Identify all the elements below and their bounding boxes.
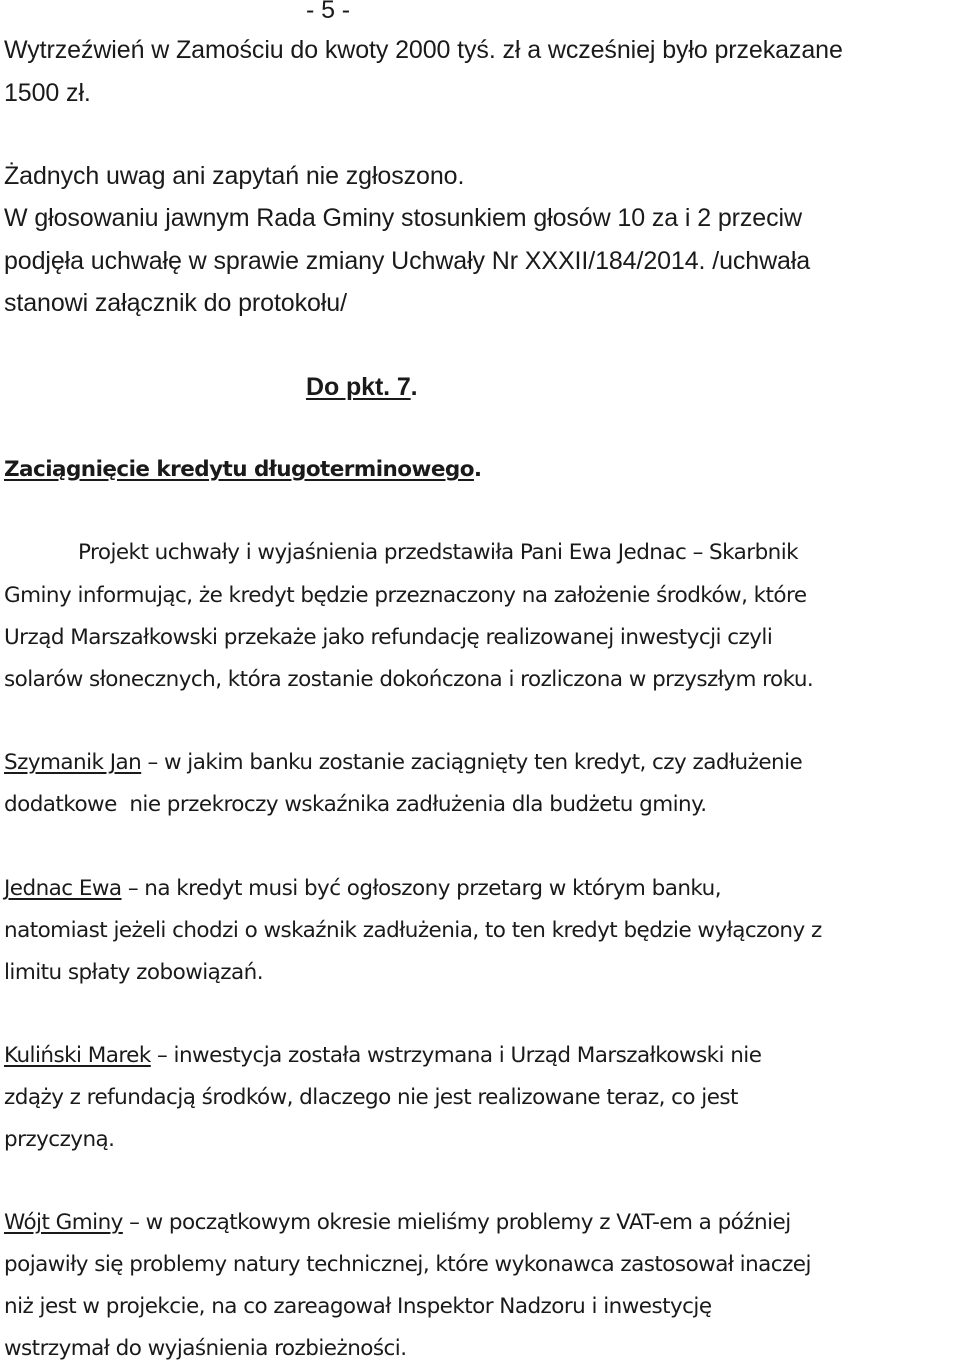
statement-line: limitu spłaty zobowiązań. [4,960,264,985]
statement-text: – w początkowym okresie mieliśmy problemy z VAT-em a później [122,1210,791,1235]
statement-text: – w jakim banku zostanie zaciągnięty ten kredyt, czy zadłużenie [141,750,803,775]
paragraph-line: Gminy informując, że kredyt będzie przeznaczony na założenie środków, które [4,583,807,608]
statement-line: wstrzymał do wyjaśnienia rozbieżności. [4,1336,407,1361]
statement [4,1210,791,1235]
text-line: 1500 zł. [4,79,91,107]
statement-line: zdąży z refundacją środków, dlaczego nie jest realizowane teraz, co jest [4,1085,738,1110]
section-title-dot: . [473,457,482,482]
speaker-name: Kuliński Marek [4,1043,151,1068]
agenda-point [306,373,418,402]
section-title-text: Zaciągnięcie kredytu długoterminowego [4,457,474,482]
statement-line: natomiast jeżeli chodzi o wskaźnik zadłużenia, to ten kredyt będzie wyłączony z [4,918,822,943]
paragraph-line: Projekt uchwały i wyjaśnienia przedstawiła Pani Ewa Jednac – Skarbnik [78,540,799,565]
text-line: podjęła uchwałę w sprawie zmiany Uchwały Nr XXXII/184/2014. /uchwała [4,247,811,275]
text-line: W głosowaniu jawnym Rada Gminy stosunkiem głosów 10 za i 2 przeciw [4,204,802,232]
speaker-name: Jednac Ewa [4,876,122,901]
text-line: stanowi załącznik do protokołu/ [4,289,347,317]
page-number: - 5 - [306,0,350,24]
statement-line: dodatkowe nie przekroczy wskaźnika zadłużenia dla budżetu gminy. [4,792,707,817]
paragraph-line: Urząd Marszałkowski przekaże jako refundację realizowanej inwestycji czyli [4,625,773,650]
statement [4,750,802,775]
text-line: Żadnych uwag ani zapytań nie zgłoszono. [4,162,465,190]
paragraph-line: solarów słonecznych, która zostanie dokończona i rozliczona w przyszłym roku. [4,667,814,692]
statement-line: niż jest w projekcie, na co zareagował Inspektor Nadzoru i inwestycję [4,1294,712,1319]
speaker-name: Wójt Gminy [4,1210,123,1235]
section-title [4,457,482,482]
text-line: Wytrzeźwień w Zamościu do kwoty 2000 tyś. zł a wcześniej było przekazane [4,36,843,64]
statement [4,1043,761,1068]
statement [4,876,721,901]
agenda-point-label: Do pkt. 7 [306,373,411,401]
statement-line: pojawiły się problemy natury technicznej, które wykonawca zastosował inaczej [4,1252,811,1277]
statement-text: – na kredyt musi być ogłoszony przetarg w którym banku, [121,876,722,901]
agenda-point-dot: . [410,373,418,401]
speaker-name: Szymanik Jan [4,750,142,775]
statement-line: przyczyną. [4,1127,115,1152]
statement-text: – inwestycja została wstrzymana i Urząd Marszałkowski nie [150,1043,762,1068]
